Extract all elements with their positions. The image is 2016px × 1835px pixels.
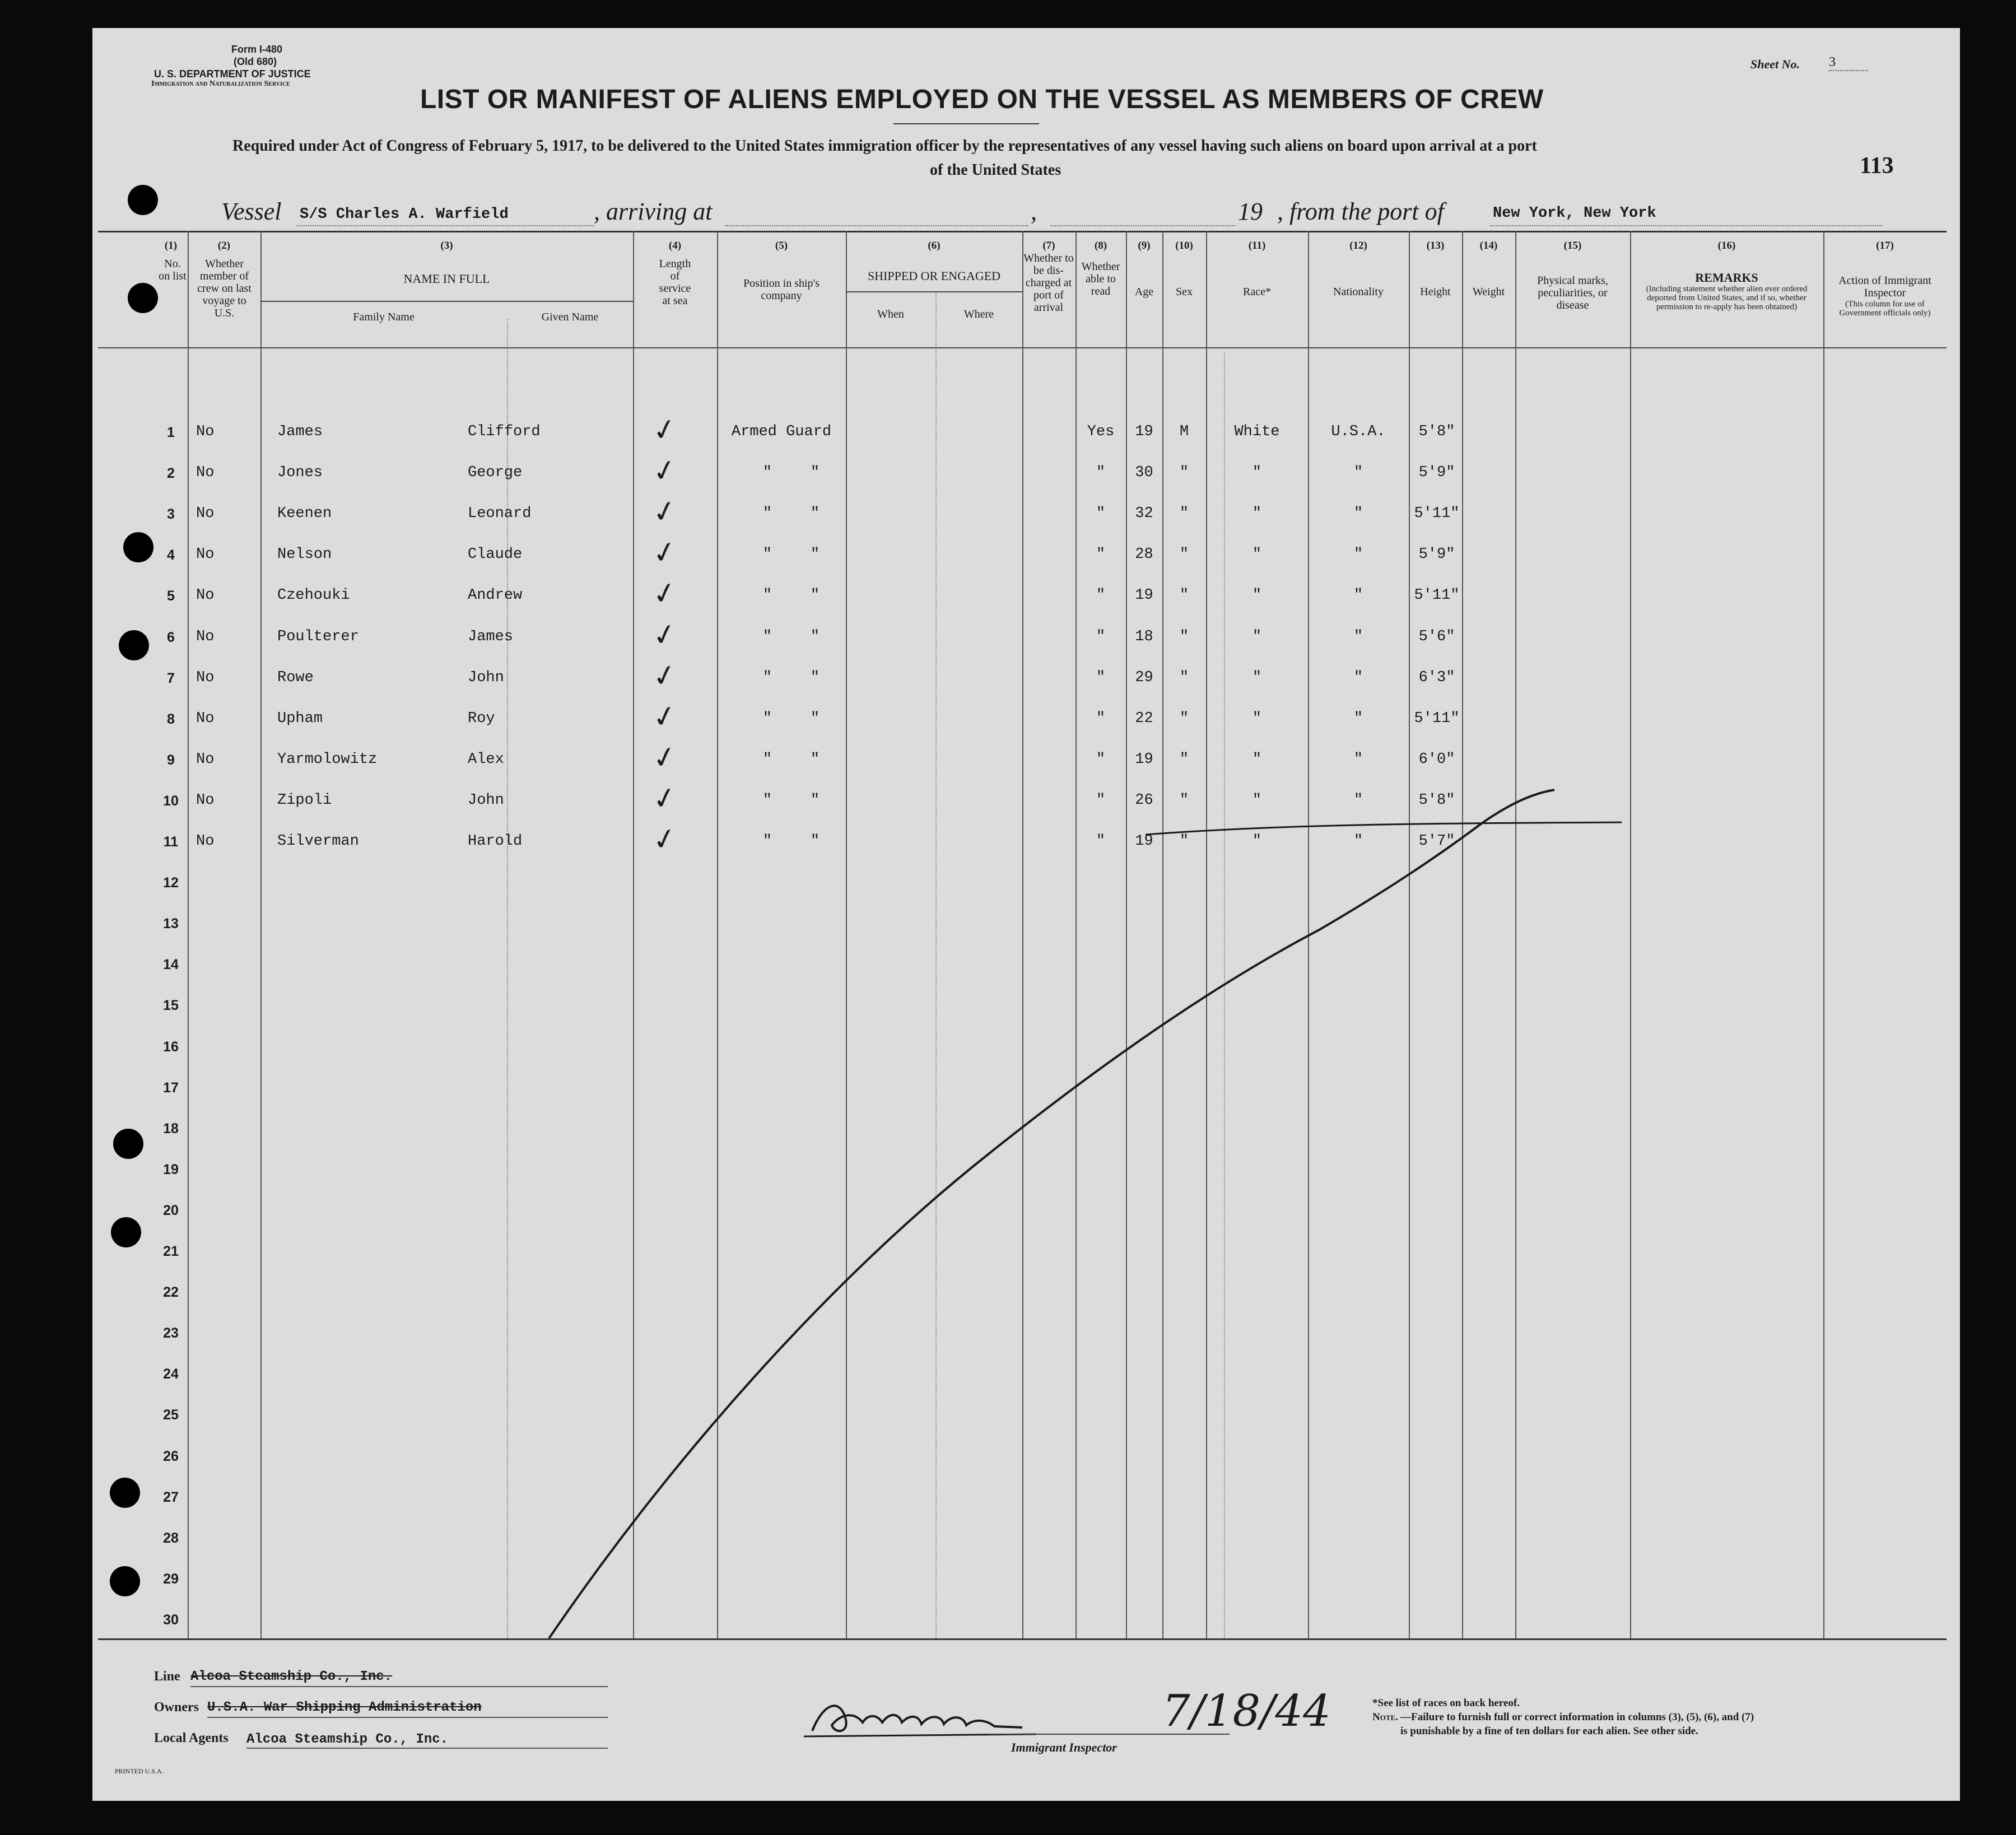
- service-check-mark: ✓: [649, 616, 681, 654]
- prev-voyage-cell: No: [196, 546, 215, 563]
- punch-hole: [111, 1217, 141, 1247]
- height-cell: 5'8": [1418, 792, 1455, 809]
- service-check-mark: ✓: [649, 739, 681, 777]
- col-num-8: (8): [1094, 240, 1107, 252]
- able-to-read-cell: ": [1096, 751, 1106, 768]
- col-header-no-on-list: No. on list: [159, 258, 187, 282]
- nationality-cell: ": [1353, 710, 1363, 727]
- col-header-weight: Weight: [1472, 286, 1505, 298]
- col-header-given-name: Given Name: [541, 311, 599, 323]
- position-cell: ": [762, 792, 772, 809]
- race-cell: ": [1252, 464, 1262, 481]
- col-header-name: NAME IN FULL: [403, 272, 490, 286]
- race-cell: ": [1252, 587, 1262, 604]
- col-header-shipped-engaged: SHIPPED OR ENGAGED: [867, 269, 1001, 283]
- row-number: 13: [163, 916, 179, 932]
- sex-cell: ": [1179, 751, 1189, 768]
- col-num-4: (4): [668, 240, 682, 252]
- nationality-cell: ": [1353, 792, 1363, 809]
- position-cell: ": [762, 464, 772, 481]
- row-number: 29: [163, 1571, 179, 1587]
- family-name-cell: Czehouki: [277, 587, 350, 604]
- col-header-prev-voyage: Whether member of crew on last voyage to U.S.: [197, 258, 252, 319]
- position-cell: Armed Guard: [731, 423, 832, 440]
- position-ditto-cell: ": [810, 669, 820, 686]
- line-value: Alcoa Steamship Co., Inc.: [190, 1669, 393, 1684]
- family-name-cell: Nelson: [277, 546, 332, 563]
- col-header-remarks-note: (Including statement whether alien ever ordered deported from United States, and if so, whether permission to re-apply has been obtained): [1646, 285, 1808, 311]
- age-cell: 30: [1135, 464, 1153, 481]
- nationality-cell: ": [1353, 464, 1363, 481]
- form-number: Form I-480: [231, 44, 283, 55]
- race-cell: ": [1252, 669, 1262, 686]
- nationality-cell: ": [1353, 546, 1363, 563]
- given-name-cell: James: [468, 628, 514, 645]
- punch-hole: [110, 1566, 140, 1596]
- col-num-5: (5): [775, 240, 788, 252]
- department-name: U. S. DEPARTMENT OF JUSTICE: [154, 68, 311, 80]
- page-number: 113: [1860, 153, 1894, 179]
- col-num-3: (3): [440, 240, 453, 252]
- row-number: 26: [163, 1449, 179, 1464]
- old-form-number: (Old 680): [234, 56, 277, 67]
- vessel-name: S/S Charles A. Warfield: [300, 206, 509, 223]
- given-name-cell: George: [468, 464, 523, 481]
- sex-cell: ": [1179, 628, 1189, 645]
- row-number: 27: [163, 1489, 179, 1505]
- col-header-remarks: REMARKS: [1695, 271, 1758, 285]
- height-cell: 5'9": [1418, 546, 1455, 563]
- owners-label: Owners: [154, 1700, 199, 1715]
- col-num-6: (6): [928, 240, 941, 252]
- family-name-cell: Zipoli: [277, 792, 332, 809]
- owners-value: U.S.A. War Shipping Administration: [207, 1700, 482, 1715]
- able-to-read-cell: ": [1096, 546, 1106, 563]
- punch-hole: [128, 283, 158, 313]
- service-name: Immigration and Naturalization Service: [151, 80, 290, 88]
- punch-hole: [110, 1478, 140, 1508]
- prev-voyage-cell: No: [196, 792, 215, 809]
- row-number: 22: [163, 1284, 179, 1300]
- row-number: 23: [163, 1325, 179, 1341]
- year-prefix: 19: [1238, 198, 1263, 225]
- col-header-when: When: [877, 308, 904, 320]
- height-cell: 5'6": [1418, 628, 1455, 645]
- position-cell: ": [762, 505, 772, 522]
- race-cell: ": [1252, 710, 1262, 727]
- service-check-mark: ✓: [649, 780, 681, 818]
- row-number: 14: [163, 957, 179, 972]
- row-number: 3: [167, 506, 175, 522]
- row-number: 12: [163, 875, 179, 891]
- row-number: 18: [163, 1121, 179, 1137]
- race-cell: ": [1252, 833, 1262, 850]
- position-cell: ": [762, 710, 772, 727]
- row-number: 1: [167, 425, 175, 440]
- given-name-cell: Claude: [468, 546, 523, 563]
- nationality-cell: U.S.A.: [1331, 423, 1386, 440]
- height-cell: 6'0": [1418, 751, 1455, 768]
- position-cell: ": [762, 546, 772, 563]
- col-num-13: (13): [1426, 240, 1445, 252]
- row-number: 8: [167, 711, 175, 727]
- age-cell: 22: [1135, 710, 1153, 727]
- position-ditto-cell: ": [810, 505, 820, 522]
- service-check-mark: ✓: [649, 657, 681, 695]
- race-cell: ": [1252, 628, 1262, 645]
- position-cell: ": [762, 587, 772, 604]
- col-num-9: (9): [1138, 240, 1151, 252]
- sex-cell: ": [1179, 833, 1189, 850]
- family-name-cell: Jones: [277, 464, 323, 481]
- given-name-cell: Leonard: [468, 505, 532, 522]
- subtitle-line-2: of the United States: [930, 161, 1061, 179]
- able-to-read-cell: ": [1096, 628, 1106, 645]
- able-to-read-cell: ": [1096, 505, 1106, 522]
- nationality-cell: ": [1353, 628, 1363, 645]
- age-cell: 28: [1135, 546, 1153, 563]
- age-cell: 26: [1135, 792, 1153, 809]
- col-num-2: (2): [217, 240, 231, 252]
- vessel-label: Vessel: [221, 198, 282, 225]
- col-header-discharged: Whether to be dis-charged at port of arrival: [1023, 252, 1074, 314]
- family-name-cell: Silverman: [277, 833, 359, 850]
- col-header-height: Height: [1420, 286, 1451, 298]
- manifest-sheet: [92, 28, 1960, 1801]
- service-check-mark: ✓: [649, 698, 681, 736]
- sheet-label: Sheet No.: [1750, 57, 1800, 71]
- family-name-cell: Yarmolowitz: [277, 751, 378, 768]
- col-header-age: Age: [1134, 286, 1154, 298]
- position-ditto-cell: ": [810, 833, 820, 850]
- punch-hole: [113, 1129, 143, 1159]
- arriving-label: , arriving at: [594, 198, 713, 225]
- position-cell: ": [762, 669, 772, 686]
- prev-voyage-cell: No: [196, 505, 215, 522]
- row-number: 15: [163, 998, 179, 1013]
- col-num-12: (12): [1349, 240, 1367, 252]
- local-agents-rule: [246, 1748, 608, 1749]
- height-cell: 5'9": [1418, 464, 1455, 481]
- line-rule: [190, 1686, 608, 1687]
- cancellation-stroke: [92, 28, 1960, 1801]
- service-check-mark: ✓: [649, 534, 681, 572]
- nationality-cell: ": [1353, 587, 1363, 604]
- height-cell: 5'11": [1414, 587, 1460, 604]
- sex-cell: ": [1179, 464, 1189, 481]
- age-cell: 19: [1135, 423, 1153, 440]
- position-ditto-cell: ": [810, 587, 820, 604]
- row-number: 17: [163, 1080, 179, 1096]
- height-cell: 6'3": [1418, 669, 1455, 686]
- col-header-family-name: Family Name: [353, 311, 415, 323]
- race-cell: ": [1252, 546, 1262, 563]
- position-ditto-cell: ": [810, 628, 820, 645]
- position-cell: ": [762, 833, 772, 850]
- sex-cell: ": [1179, 669, 1189, 686]
- service-check-mark: ✓: [649, 821, 681, 859]
- fine-note-2: is punishable by a fine of ten dollars for each alien. See other side.: [1400, 1725, 1698, 1737]
- nationality-cell: ": [1353, 669, 1363, 686]
- row-number: 20: [163, 1203, 179, 1218]
- position-ditto-cell: ": [810, 751, 820, 768]
- subtitle-line-1: Required under Act of Congress of February 5, 1917, to be delivered to the United States immigration officer by the representatives of any vessel having such aliens on board upon arrival at a port: [232, 137, 1537, 155]
- arriving-comma: ,: [1031, 198, 1037, 225]
- given-name-cell: Harold: [468, 833, 523, 850]
- col-header-able-to-read: Whether able to read: [1081, 260, 1120, 297]
- col-header-where: Where: [963, 308, 994, 320]
- row-number: 10: [163, 793, 179, 809]
- able-to-read-cell: ": [1096, 792, 1106, 809]
- prev-voyage-cell: No: [196, 628, 215, 645]
- position-cell: ": [762, 751, 772, 768]
- inspector-signature: [801, 1680, 1042, 1748]
- col-header-physical-marks: Physical marks, peculiarities, or disease: [1537, 274, 1608, 311]
- race-cell: ": [1252, 792, 1262, 809]
- nationality-cell: ": [1353, 833, 1363, 850]
- col-header-service-length: Length of service at sea: [659, 258, 691, 307]
- age-cell: 29: [1135, 669, 1153, 686]
- races-note: *See list of races on back hereof.: [1372, 1697, 1520, 1709]
- given-name-cell: Roy: [468, 710, 495, 727]
- sex-cell: ": [1179, 546, 1189, 563]
- service-check-mark: ✓: [649, 411, 681, 449]
- local-agents-value: Alcoa Steamship Co., Inc.: [246, 1732, 449, 1747]
- position-ditto-cell: ": [810, 546, 820, 563]
- prev-voyage-cell: No: [196, 751, 215, 768]
- punch-hole: [123, 532, 153, 562]
- col-num-7: (7): [1042, 240, 1055, 252]
- page-title: LIST OR MANIFEST OF ALIENS EMPLOYED ON THE VESSEL AS MEMBERS OF CREW: [420, 85, 1544, 114]
- given-name-cell: John: [468, 669, 504, 686]
- col-header-position: Position in ship's company: [743, 277, 820, 302]
- row-number: 6: [167, 630, 175, 645]
- able-to-read-cell: ": [1096, 587, 1106, 604]
- family-name-cell: Keenen: [277, 505, 332, 522]
- family-name-cell: Upham: [277, 710, 323, 727]
- col-num-10: (10): [1175, 240, 1193, 252]
- nationality-cell: ": [1353, 751, 1363, 768]
- col-header-inspector-note: (This column for use of Government officials only): [1839, 300, 1931, 318]
- race-cell: ": [1252, 751, 1262, 768]
- able-to-read-cell: Yes: [1087, 423, 1115, 440]
- col-header-nationality: Nationality: [1333, 286, 1384, 298]
- sex-cell: ": [1179, 505, 1189, 522]
- col-header-sex: Sex: [1176, 286, 1193, 298]
- height-cell: 5'11": [1414, 710, 1460, 727]
- prev-voyage-cell: No: [196, 710, 215, 727]
- age-cell: 32: [1135, 505, 1153, 522]
- service-check-mark: ✓: [649, 493, 681, 531]
- prev-voyage-cell: No: [196, 464, 215, 481]
- row-number: 4: [167, 547, 175, 563]
- age-cell: 19: [1135, 751, 1153, 768]
- able-to-read-cell: ": [1096, 669, 1106, 686]
- given-name-cell: Clifford: [468, 423, 541, 440]
- position-ditto-cell: ": [810, 792, 820, 809]
- row-number: 24: [163, 1366, 179, 1382]
- prev-voyage-cell: No: [196, 423, 215, 440]
- punch-hole: [128, 185, 158, 215]
- col-header-inspector-action: Action of Immigrant Inspector: [1838, 274, 1931, 299]
- row-number: 25: [163, 1407, 179, 1423]
- family-name-cell: James: [277, 423, 323, 440]
- given-name-cell: Alex: [468, 751, 504, 768]
- owners-rule: [207, 1717, 608, 1718]
- row-number: 21: [163, 1243, 179, 1259]
- race-cell: ": [1252, 505, 1262, 522]
- row-number: 19: [163, 1162, 179, 1177]
- sex-cell: ": [1179, 710, 1189, 727]
- sex-cell: ": [1179, 587, 1189, 604]
- row-number: 7: [167, 670, 175, 686]
- line-label: Line: [154, 1669, 180, 1684]
- height-cell: 5'11": [1414, 505, 1460, 522]
- given-name-cell: John: [468, 792, 504, 809]
- col-num-14: (14): [1479, 240, 1498, 252]
- height-cell: 5'8": [1418, 423, 1455, 440]
- given-name-cell: Andrew: [468, 587, 523, 604]
- family-name-cell: Rowe: [277, 669, 314, 686]
- sex-cell: ": [1179, 792, 1189, 809]
- inspector-label: Immigrant Inspector: [1011, 1740, 1117, 1754]
- position-ditto-cell: ": [810, 464, 820, 481]
- row-number: 30: [163, 1612, 179, 1628]
- col-num-16: (16): [1717, 240, 1736, 252]
- fine-note-1: —Failure to furnish full or correct information in columns (3), (5), (6), and (7): [1400, 1711, 1754, 1723]
- race-cell: White: [1234, 423, 1280, 440]
- row-number: 11: [163, 834, 179, 850]
- service-check-mark: ✓: [649, 575, 681, 613]
- punch-hole: [119, 630, 149, 660]
- row-number: 2: [167, 465, 175, 481]
- age-cell: 19: [1135, 587, 1153, 604]
- inspection-date: 7/18/44: [1162, 1686, 1331, 1736]
- sex-cell: M: [1179, 423, 1189, 440]
- sheet-number: 3: [1829, 55, 1868, 71]
- row-number: 28: [163, 1530, 179, 1546]
- row-number: 9: [167, 752, 175, 768]
- col-header-race: Race*: [1243, 286, 1271, 298]
- local-agents-label: Local Agents: [154, 1731, 229, 1745]
- able-to-read-cell: ": [1096, 710, 1106, 727]
- service-check-mark: ✓: [649, 452, 681, 490]
- col-num-1: (1): [164, 240, 178, 252]
- position-cell: ": [762, 628, 772, 645]
- note-label: Note.: [1372, 1711, 1398, 1723]
- col-num-17: (17): [1876, 240, 1894, 252]
- from-port: New York, New York: [1493, 205, 1656, 222]
- age-cell: 19: [1135, 833, 1153, 850]
- height-cell: 5'7": [1418, 833, 1455, 850]
- printer-mark: PRINTED U.S.A.: [115, 1767, 164, 1775]
- col-num-11: (11): [1248, 240, 1266, 252]
- prev-voyage-cell: No: [196, 669, 215, 686]
- prev-voyage-cell: No: [196, 587, 215, 604]
- able-to-read-cell: ": [1096, 833, 1106, 850]
- row-number: 16: [163, 1039, 179, 1055]
- able-to-read-cell: ": [1096, 464, 1106, 481]
- nationality-cell: ": [1353, 505, 1363, 522]
- row-number: 5: [167, 588, 175, 604]
- col-num-15: (15): [1563, 240, 1582, 252]
- age-cell: 18: [1135, 628, 1153, 645]
- from-port-label: , from the port of: [1277, 198, 1444, 225]
- family-name-cell: Poulterer: [277, 628, 359, 645]
- prev-voyage-cell: No: [196, 833, 215, 850]
- position-ditto-cell: ": [810, 710, 820, 727]
